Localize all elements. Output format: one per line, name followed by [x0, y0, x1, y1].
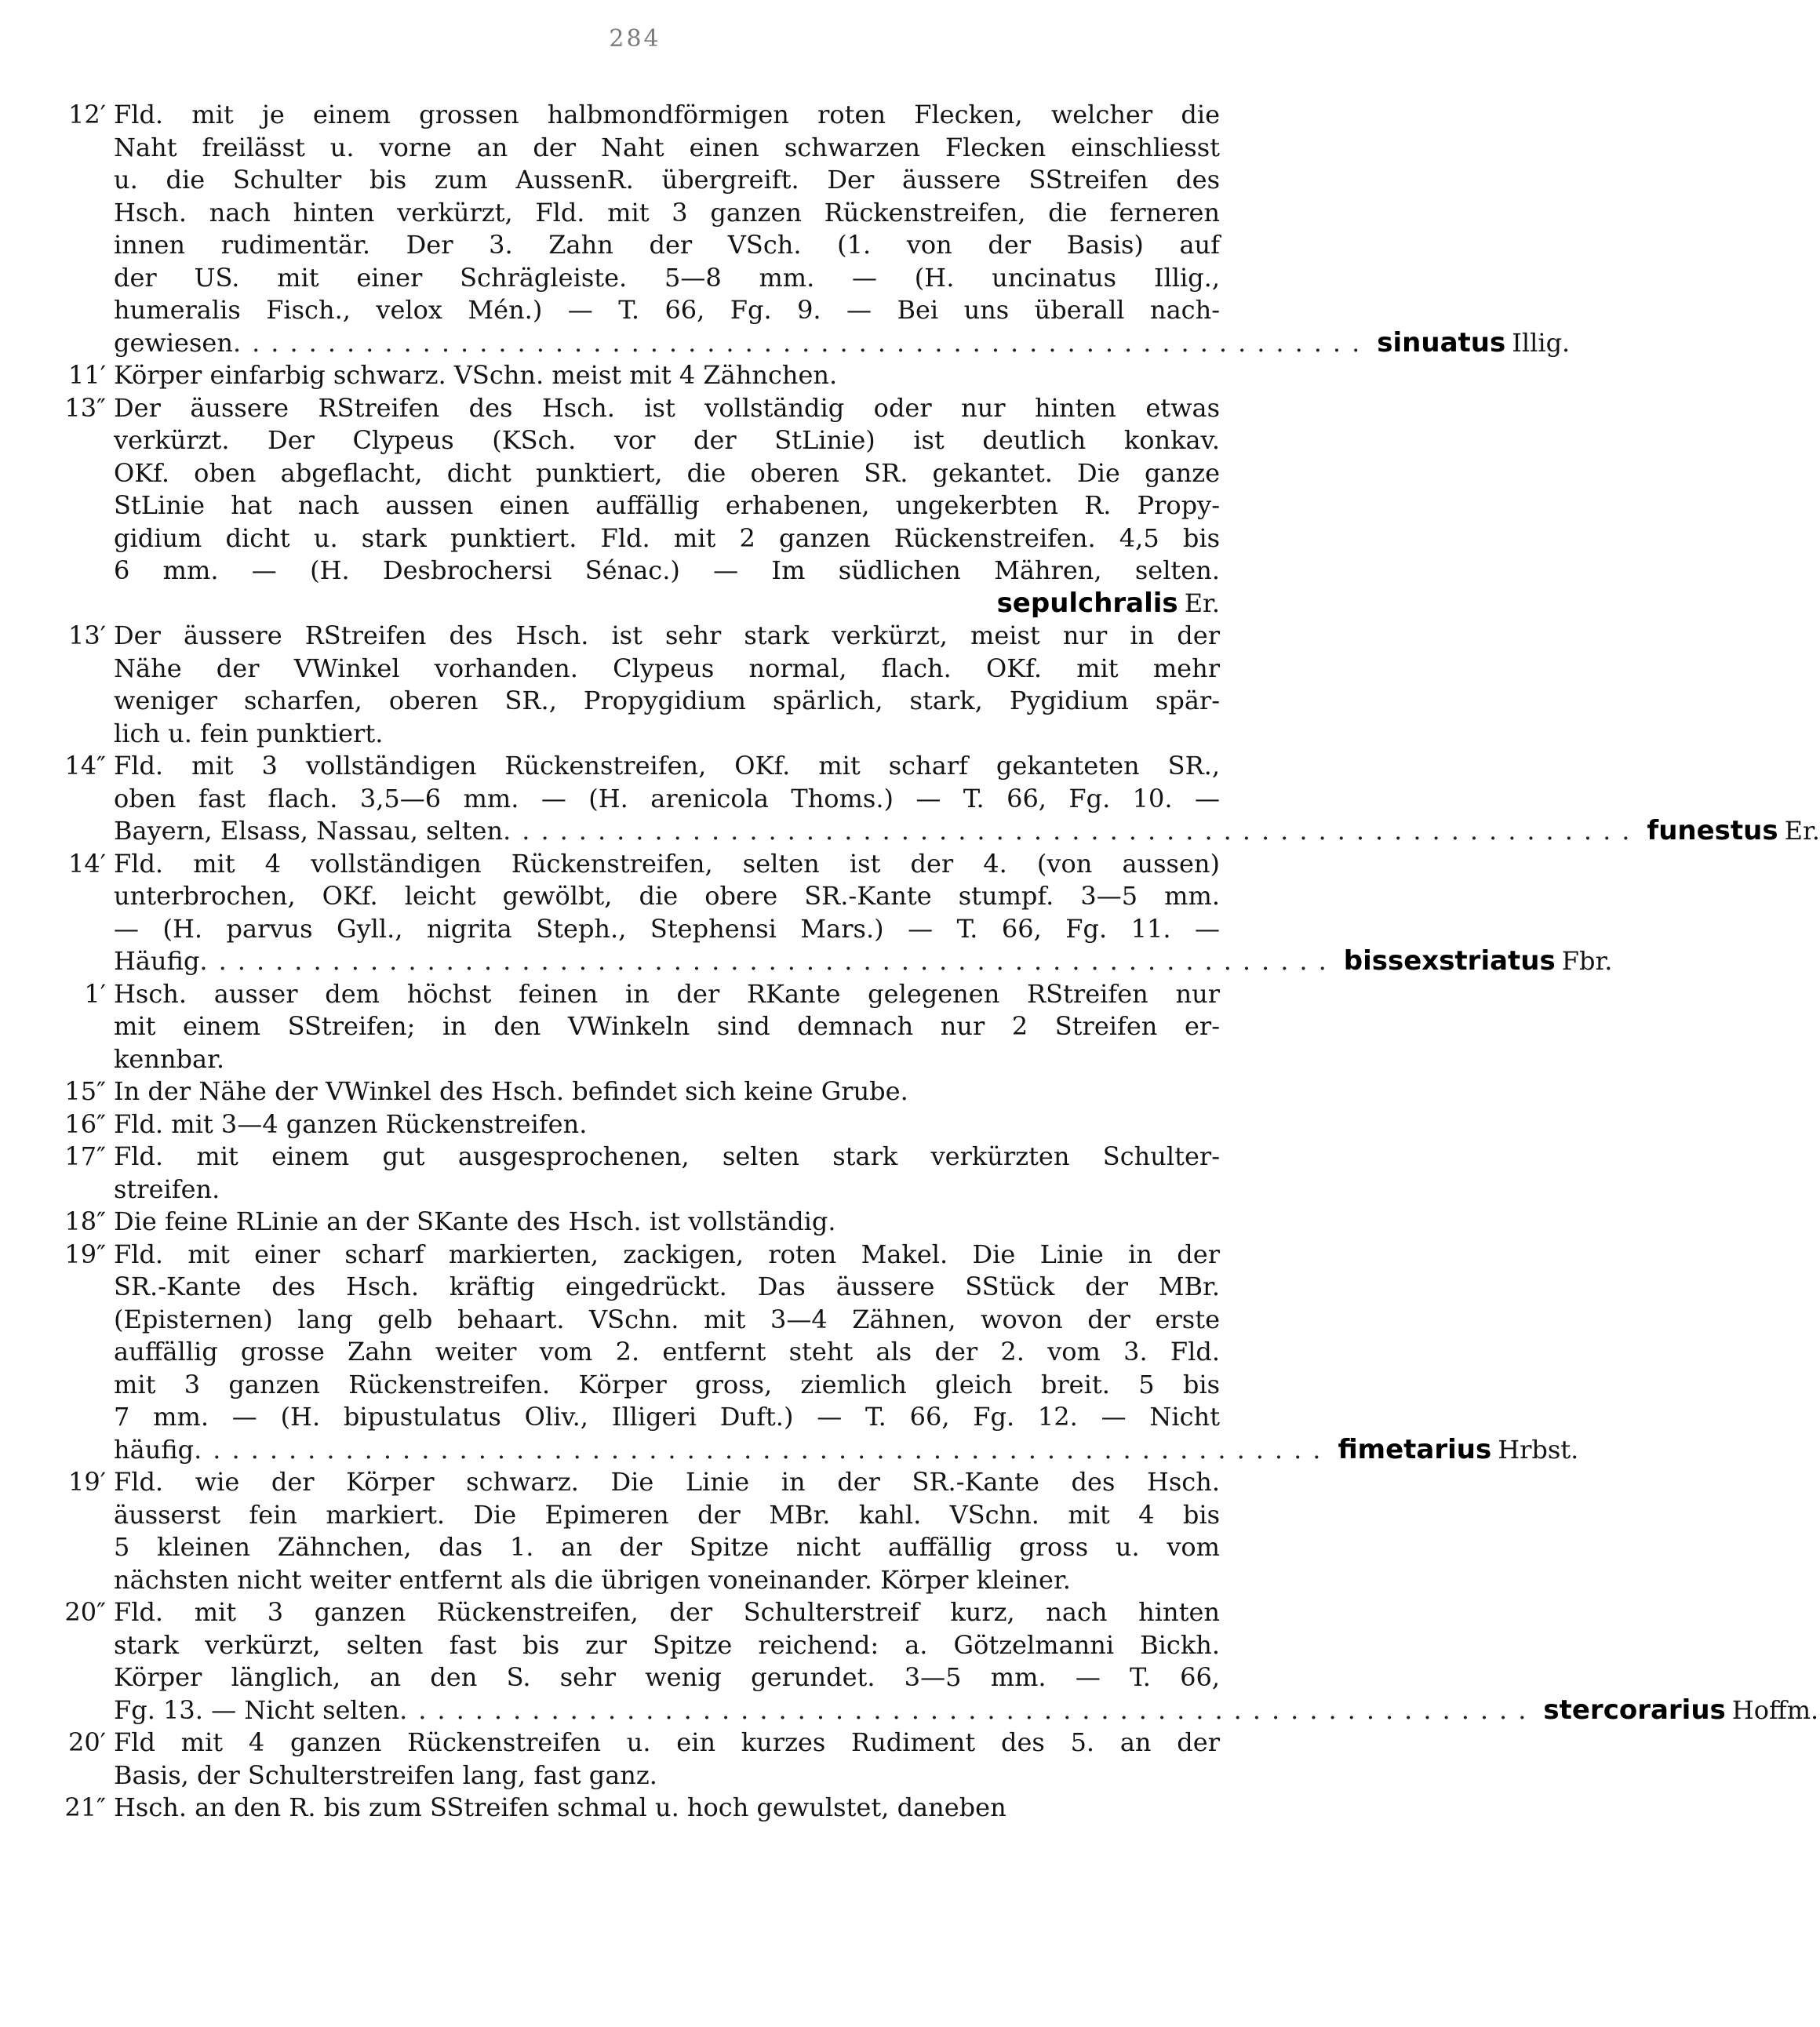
species-author: Illig.	[1512, 327, 1571, 358]
entry-line: Der äussere RStreifen des Hsch. ist sehr stark verkürzt, meist nur in der	[114, 620, 1220, 650]
entry-line: u. die Schulter bis zum AussenR. übergreift. Der äussere SStreifen des	[114, 165, 1220, 195]
couplet-number: 21″	[64, 1792, 106, 1822]
key-lead-text: Häufig	[114, 946, 200, 976]
species-name: sinuatus	[1377, 326, 1506, 358]
entry-line: Die feine RLinie an der SKante des Hsch. ist vollständig.	[114, 1206, 836, 1236]
couplet-number: 20′	[68, 1727, 106, 1757]
entry-line: Körper länglich, an den S. sehr wenig gerundet. 3—5 mm. — T. 66,	[114, 1662, 1220, 1692]
species-key-line	[114, 815, 1820, 848]
entry-line: Fld. mit einem gut ausgesprochenen, selten stark verkürzten Schulter-	[114, 1141, 1220, 1171]
species-name: fimetarius	[1338, 1433, 1492, 1465]
species-key-line	[114, 326, 1571, 360]
entry-line: 5 kleinen Zähnchen, das 1. an der Spitze nicht auffällig gross u. vom	[114, 1532, 1220, 1562]
entry-line: Körper einfarbig schwarz. VSchn. meist mit 4 Zähnchen.	[114, 360, 838, 390]
entry-line: Fld. mit 3 vollständigen Rückenstreifen, OKf. mit scharf gekanteten SR.,	[114, 751, 1220, 781]
couplet-number: 18″	[64, 1206, 106, 1236]
species-name: funestus	[1647, 815, 1778, 846]
couplet-number: 20″	[64, 1597, 106, 1627]
entry-line: äusserst fein markiert. Die Epimeren der MBr. kahl. VSchn. mit 4 bis	[114, 1499, 1220, 1530]
entry-line: Fld. mit je einem grossen halbmondförmigen roten Flecken, welcher die	[114, 100, 1220, 129]
entry-line: nächsten nicht weiter entfernt als die übrigen voneinander. Körper kleiner.	[114, 1564, 1071, 1595]
species-author: Er.	[1784, 816, 1820, 846]
species-author: Hrbst.	[1498, 1434, 1579, 1465]
entry-line: Hsch. ausser dem höchst feinen in der RKante gelegenen RStreifen nur	[114, 978, 1220, 1009]
entry-line: — (H. parvus Gyll., nigrita Steph., Stephensi Mars.) — T. 66, Fg. 11. —	[114, 913, 1220, 944]
entry-line: verkürzt. Der Clypeus (KSch. vor der StLinie) ist deutlich konkav.	[114, 425, 1220, 455]
entry-line: humeralis Fisch., velox Mén.) — T. 66, Fg. 9. — Bei uns überall nach-	[114, 295, 1220, 325]
entry-line: kennbar.	[114, 1043, 225, 1074]
entry-line: Fld mit 4 ganzen Rückenstreifen u. ein kurzes Rudiment des 5. an der	[114, 1727, 1220, 1757]
key-lead-text: häufig	[114, 1434, 195, 1465]
couplet-number: 15″	[64, 1076, 106, 1106]
species-name: bissexstriatus	[1343, 945, 1556, 977]
leader-dots: ............................................................	[199, 946, 1338, 976]
entry-line: StLinie hat nach aussen einen auffällig erhabenen, ungekerbten R. Propy-	[114, 490, 1220, 520]
page-number: 284	[609, 25, 661, 53]
entry-line: weniger scharfen, oberen SR., Propygidium spärlich, stark, Pygidium spär-	[114, 686, 1220, 715]
entry-line: lich u. fein punktiert.	[114, 718, 384, 748]
entry-line: SR.-Kante des Hsch. kräftig eingedrückt. Das äussere SStück der MBr.	[114, 1272, 1220, 1301]
key-lead-text: Bayern, Elsass, Nassau, selten	[114, 816, 504, 846]
couplet-number: 12′	[68, 100, 106, 129]
couplet-number: 13′	[68, 620, 106, 650]
entry-line: In der Nähe der VWinkel des Hsch. befindet sich keine Grube.	[114, 1076, 908, 1106]
entry-line: Nähe der VWinkel vorhanden. Clypeus normal, flach. OKf. mit mehr	[114, 653, 1220, 683]
couplet-number: 17″	[64, 1141, 106, 1171]
leader-dots: ............................................................	[194, 1434, 1332, 1465]
species-name: stercorarius	[1543, 1694, 1726, 1726]
species-author: Er.	[1184, 588, 1220, 618]
entry-line: Fld. mit 4 vollständigen Rückenstreifen, selten ist der 4. (von aussen)	[114, 848, 1220, 879]
entry-line: OKf. oben abgeflacht, dicht punktiert, die oberen SR. gekantet. Die ganze	[114, 457, 1220, 488]
couplet-number: 14′	[68, 848, 106, 879]
species-key-line	[114, 1694, 1819, 1727]
species-name: sepulchralis	[996, 587, 1178, 619]
entry-line: Fld. mit einer scharf markierten, zackigen, roten Makel. Die Linie in der	[114, 1239, 1220, 1269]
entry-line: Fld. mit 3 ganzen Rückenstreifen, der Schulterstreif kurz, nach hinten	[114, 1597, 1220, 1627]
entry-line: mit einem SStreifen; in den VWinkeln sind demnach nur 2 Streifen er-	[114, 1011, 1220, 1041]
entry-line: mit 3 ganzen Rückenstreifen. Körper gross, ziemlich gleich breit. 5 bis	[114, 1369, 1220, 1399]
entry-line: (Episternen) lang gelb behaart. VSchn. mit 3—4 Zähnen, wovon der erste	[114, 1304, 1220, 1334]
entry-line: Hsch. an den R. bis zum SStreifen schmal u. hoch gewulstet, daneben	[114, 1792, 1006, 1822]
species-key-line	[114, 1433, 1579, 1467]
entry-line: gidium dicht u. stark punktiert. Fld. mit 2 ganzen Rückenstreifen. 4,5 bis	[114, 522, 1220, 553]
entry-line: innen rudimentär. Der 3. Zahn der VSch. (1. von der Basis) auf	[114, 230, 1220, 260]
entry-line: streifen.	[114, 1174, 220, 1204]
entry-line: Fld. mit 3—4 ganzen Rückenstreifen.	[114, 1108, 588, 1139]
couplet-number: 11′	[68, 360, 106, 390]
entry-line: auffällig grosse Zahn weiter vom 2. entfernt steht als der 2. vom 3. Fld.	[114, 1337, 1220, 1366]
couplet-number: 19′	[68, 1467, 106, 1497]
species-author: Hoffm.	[1731, 1694, 1819, 1725]
entry-line: der US. mit einer Schrägleiste. 5—8 mm. — (H. uncinatus Illig.,	[114, 262, 1220, 293]
entry-line: 6 mm. — (H. Desbrochersi Sénac.) — Im südlichen Mähren, selten.	[114, 555, 1220, 585]
species-key-line	[114, 588, 1220, 620]
key-lead-text: gewiesen	[114, 327, 233, 358]
leader-dots: ............................................................	[399, 1694, 1538, 1725]
entry-line: stark verkürzt, selten fast bis zur Spitze reichend: a. Götzelmanni Bickh.	[114, 1629, 1220, 1660]
couplet-number: 1′	[84, 978, 106, 1009]
couplet-number: 19″	[64, 1239, 106, 1269]
entry-line: Der äussere RStreifen des Hsch. ist vollständig oder nur hinten etwas	[114, 392, 1220, 423]
entry-line: Fld. wie der Körper schwarz. Die Linie in der SR.-Kante des Hsch.	[114, 1467, 1220, 1497]
couplet-number: 16″	[64, 1108, 106, 1139]
leader-dots: ............................................................	[503, 816, 1641, 846]
couplet-number: 14″	[64, 751, 106, 781]
species-author: Fbr.	[1561, 946, 1613, 976]
entry-line: oben fast flach. 3,5—6 mm. — (H. arenicola Thoms.) — T. 66, Fg. 10. —	[114, 783, 1220, 813]
entry-line: Hsch. nach hinten verkürzt, Fld. mit 3 ganzen Rückenstreifen, die ferneren	[114, 197, 1220, 227]
couplet-number: 13″	[64, 392, 106, 423]
species-key-line	[114, 945, 1613, 978]
leader-dots: ............................................................	[232, 327, 1371, 358]
key-lead-text: Fg. 13. — Nicht selten	[114, 1694, 400, 1725]
entry-line: unterbrochen, OKf. leicht gewölbt, die obere SR.-Kante stumpf. 3—5 mm.	[114, 881, 1220, 911]
entry-line: 7 mm. — (H. bipustulatus Oliv., Illigeri Duft.) — T. 66, Fg. 12. — Nicht	[114, 1402, 1220, 1432]
entry-line: Basis, der Schulterstreifen lang, fast ganz.	[114, 1760, 657, 1790]
entry-line: Naht freilässt u. vorne an der Naht einen schwarzen Flecken einschliesst	[114, 132, 1220, 162]
